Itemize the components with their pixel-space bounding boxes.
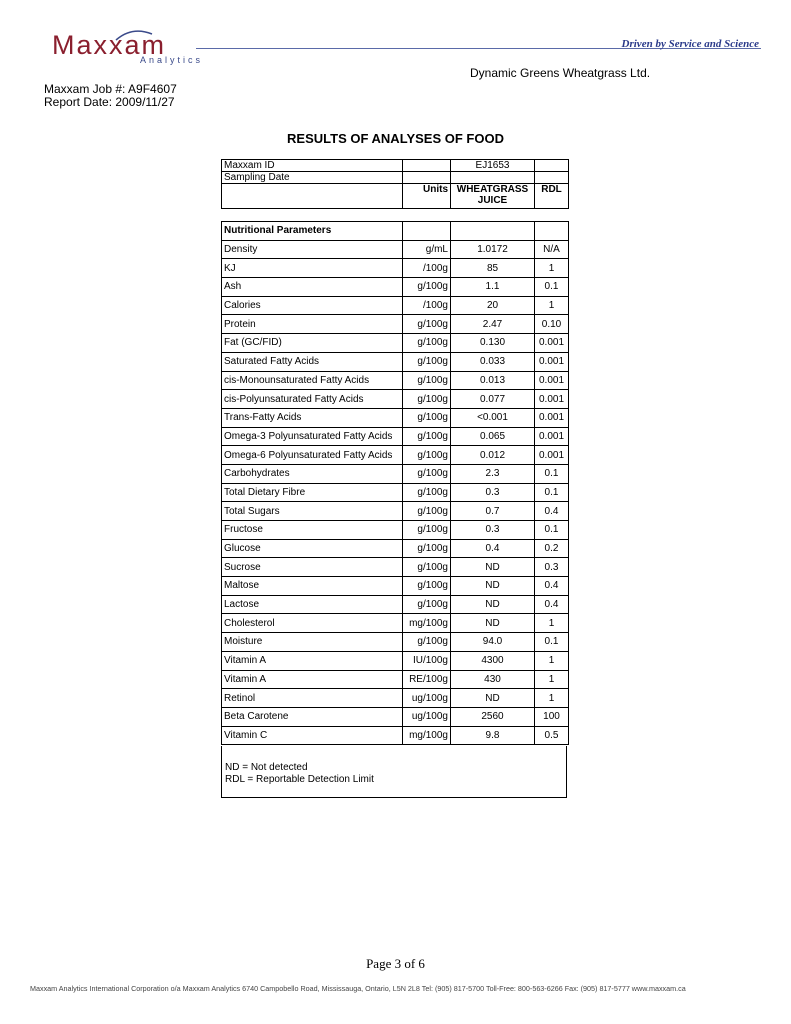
table-row	[222, 464, 569, 483]
table-row	[222, 296, 569, 315]
section-row	[222, 222, 569, 241]
parameter-units: mg/100g	[403, 726, 451, 745]
parameter-name: Sucrose	[222, 558, 403, 577]
parameter-name: Vitamin A	[222, 670, 403, 689]
parameter-value: 0.065	[451, 427, 535, 446]
table-row	[222, 707, 569, 726]
parameter-rdl: 0.2	[535, 539, 569, 558]
sampling-date-units-cell	[403, 172, 451, 184]
parameter-units: g/100g	[403, 334, 451, 353]
section-units-cell	[403, 222, 451, 241]
parameter-units: g/100g	[403, 633, 451, 652]
parameter-name: Saturated Fatty Acids	[222, 352, 403, 371]
parameter-name: Vitamin C	[222, 726, 403, 745]
table-row	[222, 689, 569, 708]
parameter-units: g/100g	[403, 315, 451, 334]
sampling-date-rdl-cell	[535, 172, 569, 184]
table-row	[222, 408, 569, 427]
table-row	[222, 352, 569, 371]
parameter-units: ug/100g	[403, 707, 451, 726]
table-row	[222, 726, 569, 745]
table-row	[222, 315, 569, 334]
table-row	[222, 595, 569, 614]
parameter-value: ND	[451, 577, 535, 596]
parameter-name: Total Sugars	[222, 502, 403, 521]
parameter-name: Fat (GC/FID)	[222, 334, 403, 353]
parameter-rdl: 0.001	[535, 390, 569, 409]
table-row	[222, 558, 569, 577]
table-row	[222, 502, 569, 521]
footer-address: Maxxam Analytics International Corporation o/a Maxxam Analytics 6740 Campobello Road, Mississauga, Ontario, L5N 2L8 Tel: (905) 817-5700 Toll-Free: 800-563-6266 Fax: (905) 817-5777 www.maxxam.ca	[30, 984, 686, 993]
units-header: Units	[403, 184, 451, 209]
report-date: Report Date: 2009/11/27	[44, 95, 175, 109]
column-header-blank	[222, 184, 403, 209]
parameter-units: ug/100g	[403, 689, 451, 708]
parameter-units: mg/100g	[403, 614, 451, 633]
parameter-rdl: 0.001	[535, 352, 569, 371]
maxxam-id-rdl-cell	[535, 160, 569, 172]
parameter-name: Lactose	[222, 595, 403, 614]
parameter-rdl: 0.1	[535, 521, 569, 540]
parameter-rdl: 100	[535, 707, 569, 726]
parameter-rdl: 0.001	[535, 334, 569, 353]
maxxam-id-value: EJ1653	[451, 160, 535, 172]
parameter-name: Beta Carotene	[222, 707, 403, 726]
note-rdl: RDL = Reportable Detection Limit	[225, 774, 374, 785]
parameter-rdl: 0.1	[535, 483, 569, 502]
parameter-units: g/100g	[403, 595, 451, 614]
parameter-units: g/100g	[403, 521, 451, 540]
parameter-value: 1.1	[451, 278, 535, 297]
section-rdl-cell	[535, 222, 569, 241]
sampling-date-value	[451, 172, 535, 184]
parameter-units: g/100g	[403, 464, 451, 483]
parameter-name: Maltose	[222, 577, 403, 596]
parameter-rdl: 0.4	[535, 595, 569, 614]
parameter-value: 0.013	[451, 371, 535, 390]
column-header-row	[222, 184, 569, 209]
parameter-units: g/100g	[403, 390, 451, 409]
parameter-units: g/100g	[403, 408, 451, 427]
parameter-units: g/100g	[403, 558, 451, 577]
parameter-rdl: 0.10	[535, 315, 569, 334]
table-row	[222, 651, 569, 670]
parameter-name: Trans-Fatty Acids	[222, 408, 403, 427]
parameter-name: KJ	[222, 259, 403, 278]
parameter-value: 2560	[451, 707, 535, 726]
parameter-name: Omega-6 Polyunsaturated Fatty Acids	[222, 446, 403, 465]
maxxam-id-row	[222, 160, 569, 172]
parameter-units: g/100g	[403, 446, 451, 465]
parameter-value: 94.0	[451, 633, 535, 652]
parameter-rdl: N/A	[535, 240, 569, 259]
parameter-units: IU/100g	[403, 651, 451, 670]
parameter-rdl: 1	[535, 689, 569, 708]
parameter-units: g/100g	[403, 352, 451, 371]
parameter-rdl: 1	[535, 296, 569, 315]
sample-header-line1: WHEATGRASS	[456, 184, 529, 195]
parameter-value: ND	[451, 689, 535, 708]
table-row	[222, 334, 569, 353]
parameter-name: Calories	[222, 296, 403, 315]
parameter-value: ND	[451, 614, 535, 633]
job-number: Maxxam Job #: A9F4607	[44, 82, 177, 96]
table-row	[222, 614, 569, 633]
parameter-value: 2.47	[451, 315, 535, 334]
parameter-units: RE/100g	[403, 670, 451, 689]
parameter-rdl: 1	[535, 651, 569, 670]
parameter-name: Retinol	[222, 689, 403, 708]
parameter-value: 0.3	[451, 483, 535, 502]
parameter-value: 0.033	[451, 352, 535, 371]
parameter-name: Vitamin A	[222, 651, 403, 670]
parameter-rdl: 0.1	[535, 278, 569, 297]
parameter-units: g/100g	[403, 278, 451, 297]
parameter-rdl: 0.3	[535, 558, 569, 577]
parameter-name: Total Dietary Fibre	[222, 483, 403, 502]
parameter-units: g/mL	[403, 240, 451, 259]
parameter-value: ND	[451, 558, 535, 577]
parameter-rdl: 1	[535, 670, 569, 689]
parameter-name: Moisture	[222, 633, 403, 652]
parameter-rdl: 0.001	[535, 427, 569, 446]
logo-wordmark: Maxxam	[52, 30, 167, 60]
parameter-units: /100g	[403, 259, 451, 278]
page-number: Page 3 of 6	[366, 956, 425, 971]
maxxam-id-units-cell	[403, 160, 451, 172]
parameter-units: /100g	[403, 296, 451, 315]
parameter-rdl: 0.001	[535, 371, 569, 390]
parameter-units: g/100g	[403, 502, 451, 521]
parameter-name: Protein	[222, 315, 403, 334]
table-row	[222, 390, 569, 409]
table-row	[222, 446, 569, 465]
table-row	[222, 259, 569, 278]
note-nd: ND = Not detected	[225, 762, 308, 773]
parameter-value: ND	[451, 595, 535, 614]
table-row	[222, 427, 569, 446]
parameter-name: Carbohydrates	[222, 464, 403, 483]
parameter-rdl: 0.1	[535, 633, 569, 652]
parameter-rdl: 0.4	[535, 577, 569, 596]
parameter-value: 20	[451, 296, 535, 315]
table-row	[222, 670, 569, 689]
parameter-name: cis-Monounsaturated Fatty Acids	[222, 371, 403, 390]
table-row	[222, 539, 569, 558]
parameter-value: 0.077	[451, 390, 535, 409]
parameter-value: 0.012	[451, 446, 535, 465]
parameter-rdl: 1	[535, 259, 569, 278]
parameter-name: cis-Polyunsaturated Fatty Acids	[222, 390, 403, 409]
table-row	[222, 278, 569, 297]
table-row	[222, 577, 569, 596]
parameter-value: 1.0172	[451, 240, 535, 259]
parameter-name: Omega-3 Polyunsaturated Fatty Acids	[222, 427, 403, 446]
parameter-rdl: 0.001	[535, 408, 569, 427]
table-row	[222, 521, 569, 540]
tagline: Driven by Service and Science	[621, 38, 759, 50]
page-title: RESULTS OF ANALYSES OF FOOD	[287, 131, 504, 146]
parameter-units: g/100g	[403, 483, 451, 502]
parameter-value: 0.4	[451, 539, 535, 558]
sampling-date-label: Sampling Date	[222, 172, 403, 184]
parameter-name: Cholesterol	[222, 614, 403, 633]
parameter-units: g/100g	[403, 371, 451, 390]
parameter-value: <0.001	[451, 408, 535, 427]
parameter-value: 9.8	[451, 726, 535, 745]
parameter-name: Density	[222, 240, 403, 259]
parameter-rdl: 0.4	[535, 502, 569, 521]
results-table	[221, 221, 569, 745]
client-name: Dynamic Greens Wheatgrass Ltd.	[470, 66, 651, 80]
parameter-value: 0.7	[451, 502, 535, 521]
parameter-value: 430	[451, 670, 535, 689]
section-title: Nutritional Parameters	[222, 222, 403, 241]
parameter-rdl: 0.001	[535, 446, 569, 465]
parameter-rdl: 0.5	[535, 726, 569, 745]
table-row	[222, 633, 569, 652]
parameter-value: 85	[451, 259, 535, 278]
table-row	[222, 240, 569, 259]
parameter-value: 4300	[451, 651, 535, 670]
maxxam-logo	[52, 28, 212, 68]
sample-header-line2: JUICE	[477, 195, 508, 206]
section-value-cell	[451, 222, 535, 241]
parameter-value: 2.3	[451, 464, 535, 483]
parameter-name: Ash	[222, 278, 403, 297]
sample-header	[451, 184, 535, 209]
rdl-header: RDL	[535, 184, 569, 209]
parameter-units: g/100g	[403, 577, 451, 596]
parameter-value: 0.130	[451, 334, 535, 353]
notes-box	[221, 746, 567, 798]
logo-subtitle: Analytics	[140, 55, 204, 65]
parameter-rdl: 1	[535, 614, 569, 633]
maxxam-id-label: Maxxam ID	[222, 160, 403, 172]
sampling-date-row	[222, 172, 569, 184]
parameter-name: Glucose	[222, 539, 403, 558]
table-row	[222, 483, 569, 502]
parameter-rdl: 0.1	[535, 464, 569, 483]
sample-header-table	[221, 159, 569, 209]
parameter-units: g/100g	[403, 539, 451, 558]
table-row	[222, 371, 569, 390]
parameter-units: g/100g	[403, 427, 451, 446]
parameter-name: Fructose	[222, 521, 403, 540]
parameter-value: 0.3	[451, 521, 535, 540]
